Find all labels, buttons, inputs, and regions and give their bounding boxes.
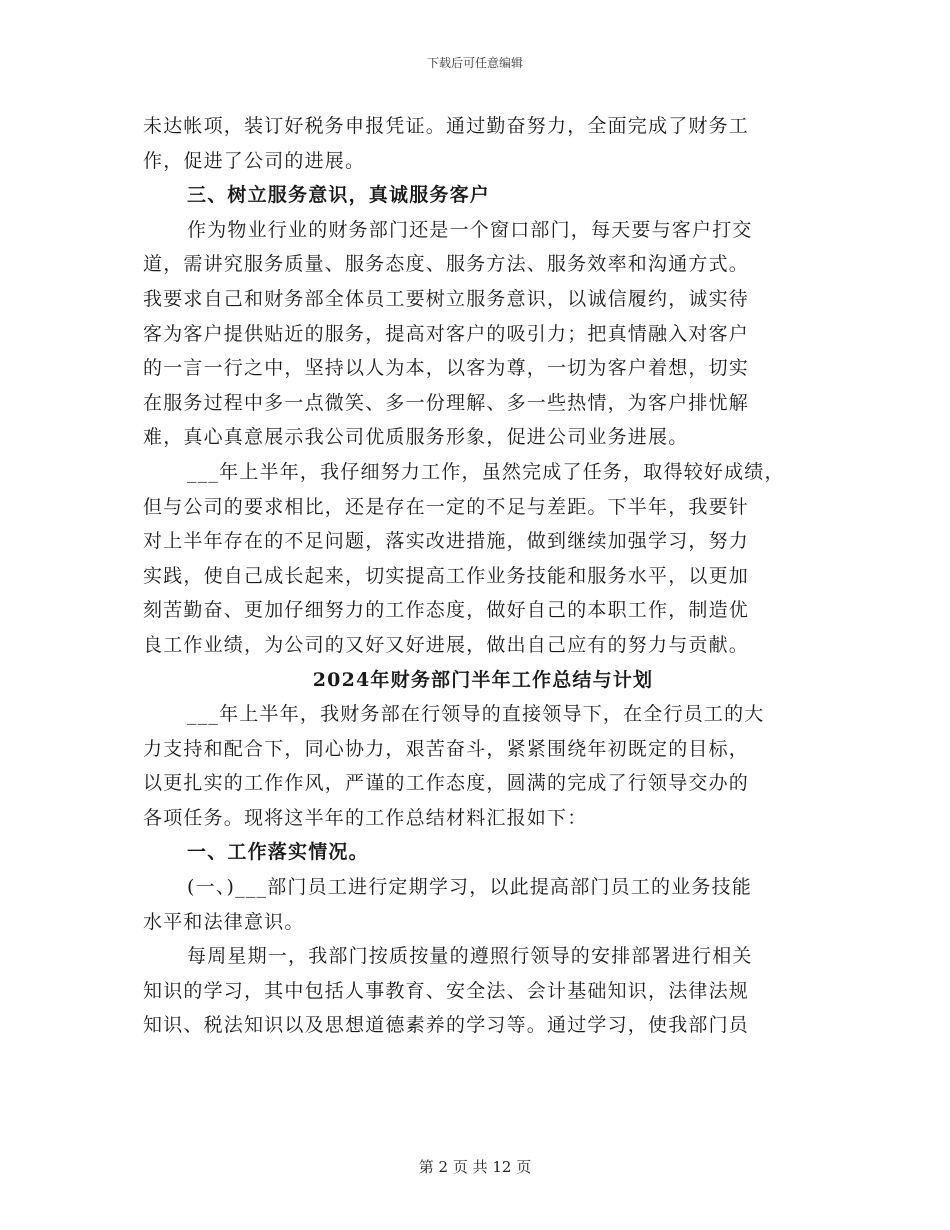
body-text-line: 力支持和配合下，同心协力，艰苦奋斗，紧紧围绕年初既定的目标， (143, 737, 750, 760)
body-text-line: 客为客户提供贴近的服务，提高对客户的吸引力；把真情融入对客户 (143, 322, 750, 345)
body-text-line: 实践，使自己成长起来，切实提高工作业务技能和服务水平，以更加 (143, 564, 750, 587)
section-heading: 一、工作落实情况。 (187, 841, 369, 864)
body-text-line: 对上半年存在的不足问题，落实改进措施，做到继续加强学习，努力 (143, 530, 750, 553)
page-number-footer: 第 2 页 共 12 页 (418, 1158, 532, 1176)
header-note: 下载后可任意编辑 (426, 56, 523, 70)
body-text-line: 作为物业行业的财务部门还是一个窗口部门，每天要与客户打交 (187, 218, 753, 241)
body-text-line: 在服务过程中多一点微笑、多一份理解、多一些热情，为客户排忧解 (143, 391, 750, 414)
body-text-line: 每周星期一，我部门按质按量的遵照行领导的安排部署进行相关 (187, 945, 753, 968)
body-text-line: 知识的学习，其中包括人事教育、安全法、会计基础知识，法律法规 (143, 979, 750, 1002)
body-text-line: 水平和法律意识。 (143, 910, 305, 933)
section-title: 2024年财务部门半年工作总结与计划 (312, 668, 654, 691)
body-text-line: 道，需讲究服务质量、服务态度、服务方法、服务效率和沟通方式。 (143, 253, 750, 276)
body-text-line: 各项任务。现将这半年的工作总结材料汇报如下： (143, 806, 588, 829)
body-text-line: 的一言一行之中，坚持以人为本，以客为尊，一切为客户着想，切实 (143, 357, 750, 380)
section-heading: 三、树立服务意识，真诚服务客户 (187, 184, 491, 207)
body-text-line: 知识、税法知识以及思想道德素养的学习等。通过学习，使我部门员 (143, 1014, 750, 1037)
body-text-line: 我要求自己和财务部全体员工要树立服务意识，以诚信履约，诚实待 (143, 287, 750, 310)
body-text-line: 未达帐项，装订好税务申报凭证。通过勤奋努力，全面完成了财务工 (143, 115, 750, 137)
body-text-line: ___年上半年，我仔细努力工作，虽然完成了任务，取得较好成绩， (187, 460, 785, 483)
body-text-line: 难，真心真意展示我公司优质服务形象，促进公司业务进展。 (143, 426, 689, 449)
document-body (143, 109, 823, 1043)
body-text-line: 良工作业绩，为公司的又好又好进展，做出自己应有的努力与贡献。 (143, 633, 750, 656)
body-text-line: ___年上半年，我财务部在行领导的直接领导下，在全行员工的大 (187, 703, 765, 726)
body-text-line: (一、)___部门员工进行定期学习，以此提高部门员工的业务技能 (187, 876, 753, 899)
body-text-line: 以更扎实的工作作风，严谨的工作态度，圆满的完成了行领导交办的 (143, 772, 750, 795)
body-text-line: 但与公司的要求相比，还是存在一定的不足与差距。下半年，我要针 (143, 495, 750, 518)
body-text-line: 作，促进了公司的进展。 (143, 149, 366, 172)
body-text-line: 刻苦勤奋、更加仔细努力的工作态度，做好自己的本职工作，制造优 (143, 599, 750, 622)
